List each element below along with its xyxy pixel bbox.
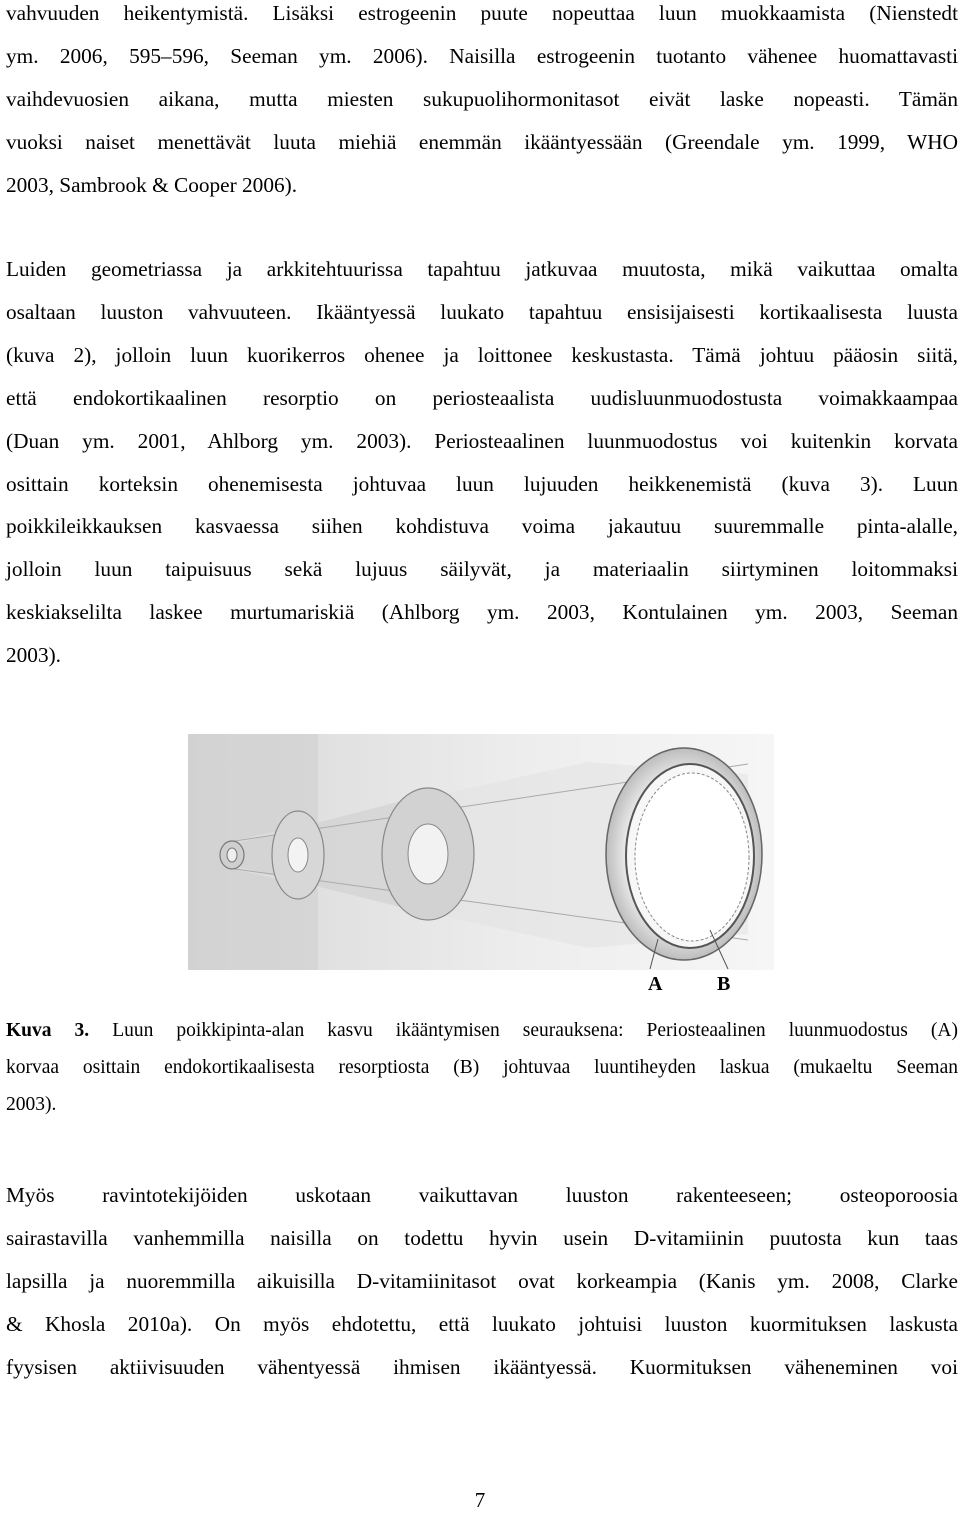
figure-caption <box>6 1012 958 1123</box>
paragraph-1 <box>6 0 958 207</box>
text-line: että endokortikaalinen resorptio on periosteaalista uudisluunmuodostusta voimakkaampaa <box>6 385 958 410</box>
text-line: sairastavilla vanhemmilla naisilla on todettu hyvin usein D-vitamiinin puutosta kun taas <box>6 1225 958 1250</box>
text-line: vuoksi naiset menettävät luuta miehiä enemmän ikääntyessään (Greendale ym. 1999, WHO <box>6 129 958 154</box>
text-line: jolloin luun taipuisuus sekä lujuus säilyvät, ja materiaalin siirtyminen loitommaksi <box>6 557 958 582</box>
paragraph-3 <box>6 1174 958 1389</box>
text-line: ym. 2006, 595–596, Seeman ym. 2006). Naisilla estrogeenin tuotanto vähenee huomattavasti <box>6 43 958 68</box>
text-line: poikkileikkauksen kasvaessa siihen kohdistuva voima jakautuu suuremmalle pinta-alalle, <box>6 514 958 539</box>
text-line: & Khosla 2010a). On myös ehdotettu, että luukato johtuisi luuston kuormituksen laskusta <box>6 1311 958 1336</box>
text-line: vahvuuden heikentymistä. Lisäksi estrogeenin puute nopeuttaa luun muokkaamista (Nienstedt <box>6 1 958 25</box>
text-line: Luiden geometriassa ja arkkitehtuurissa tapahtuu jatkuvaa muutosta, mikä vaikuttaa omalta <box>6 257 958 281</box>
text-line: keskiakselilta laskee murtumariskiä (Ahlborg ym. 2003, Kontulainen ym. 2003, Seeman <box>6 600 958 625</box>
text-line: vaihdevuosien aikana, mutta miesten sukupuolihormonitasot eivät laske nopeasti. Tämän <box>6 86 958 111</box>
text-line: (Duan ym. 2001, Ahlborg ym. 2003). Periosteaalinen luunmuodostus voi kuitenkin korvata <box>6 428 958 453</box>
figure-label-a: A <box>648 973 663 995</box>
text-line: fyysisen aktiivisuuden vähentyessä ihmisen ikääntyessä. Kuormituksen väheneminen voi <box>6 1354 958 1379</box>
text-line: Myös ravintotekijöiden uskotaan vaikuttavan luuston rakenteeseen; osteoporoosia <box>6 1183 958 1207</box>
text-line: lapsilla ja nuoremmilla aikuisilla D-vitamiinitasot ovat korkeampia (Kanis ym. 2008, Clarke <box>6 1268 958 1293</box>
text-line: osaltaan luuston vahvuuteen. Ikääntyessä luukato tapahtuu ensisijaisesti kortikaalisesta luusta <box>6 299 958 324</box>
caption-line: Kuva 3. Luun poikkipinta-alan kasvu ikääntymisen seurauksena: Periosteaalinen luunmuodostus (A) <box>6 1020 959 1041</box>
paragraph-2 <box>6 248 958 677</box>
text-line: 2003). <box>6 643 62 668</box>
figure-label-b: B <box>717 973 731 995</box>
caption-line: 2003). <box>6 1094 57 1115</box>
figure-labels <box>0 973 960 1003</box>
caption-line: korvaa osittain endokortikaalisesta resorptiosta (B) johtuvaa luuntiheyden laskua (mukaeltu Seeman <box>6 1057 958 1078</box>
text-line: (kuva 2), jolloin luun kuorikerros ohenee ja loittonee keskustasta. Tämä johtuu pääosin siitä, <box>6 342 958 367</box>
text-line: 2003, Sambrook & Cooper 2006). <box>6 172 298 197</box>
caption-label: Kuva 3. <box>6 1020 90 1041</box>
text-line: osittain korteksin ohenemisesta johtuvaa luun lujuuden heikkenemistä (kuva 3). Luun <box>6 471 958 496</box>
page-number: 7 <box>474 1488 486 1512</box>
bone-cross-section-figure <box>188 734 774 970</box>
